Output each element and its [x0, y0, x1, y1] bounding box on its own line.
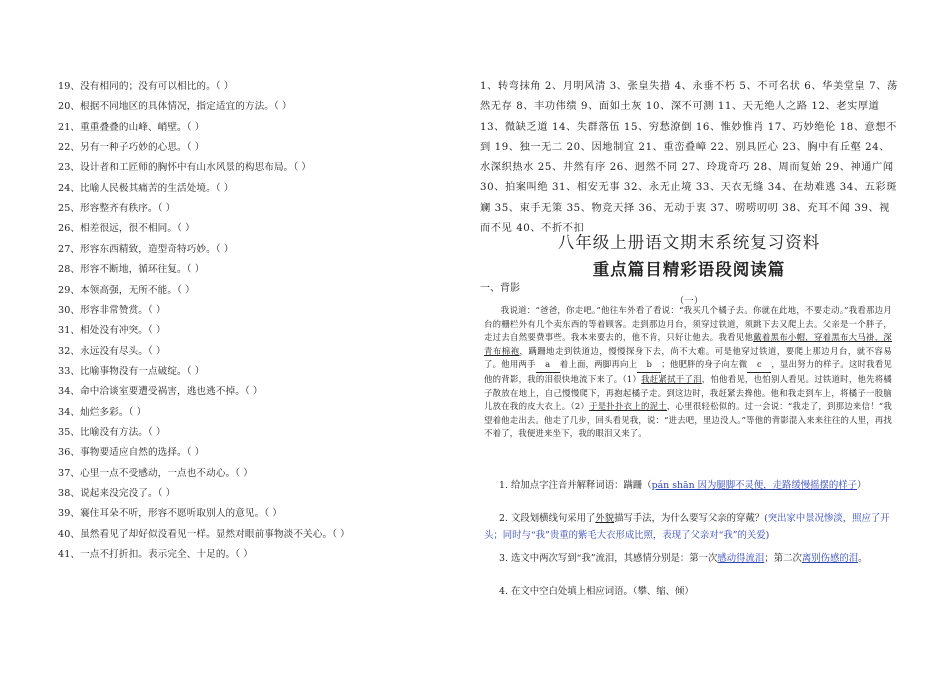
underlined-sentence-1: 我赶紧拭干了泪: [641, 373, 702, 384]
vocab-question: 34、命中洽谈室要遭受祸害，逃也逃不掉。（ ）: [58, 386, 263, 398]
answer-2: (突出家中景况惨淡，照应了开头；同时与“我”贵重的紫毛大衣形成比照，表现了父亲对“我”的关爱): [484, 513, 890, 541]
section-title: 重点篇目精彩语段阅读篇: [592, 260, 786, 279]
question-4: 4. 在文中空白处填上相应词语。（攀、缩、倾）: [499, 586, 694, 597]
question-3: 3. 选文中两次写到“我”流泪，其感情分别是：第一次感动得流泪；第二次离别伤感的泪。: [499, 553, 868, 564]
vocab-question: 32、永远没有尽头。（ ）: [58, 345, 166, 357]
passage-number: （一）: [674, 296, 704, 307]
document-title: 八年级上册语文期末系统复习资料: [557, 233, 821, 252]
idiom-answer-list: 1、转弯抹角 2、月明风清 3、张皇失措 4、永垂不朽 5、不可名状 6、华美堂皇 7、荡然无存 8、丰功伟绩 9、面如土灰 10、深不可测 11、天无绝人之路 12、老实厚道 13、微缺乏道 14、失群落伍 15、穷愁潦倒 16、惟妙惟肖 17、巧妙绝伦 18、意想不到 19、独一无二 20、因地制宜 21、重峦叠嶂 22、别具匠心 23、胸中有丘壑 24、水深织热水 25、井然有序 26、迥然不同 27、玲珑奇巧 28、周而复始 29、神通广闻 30、拍案叫绝 31、相安无事 32、永无止境 33、天衣无缝 34、在劫难逃 34、五彩斑斓 35、束手无策 35、物竞天择 36、无动于衷 37、唠唠叨叨 38、充耳不闻 39、视而不见 40、不折不扣: [480, 81, 898, 235]
underlined-sentence-clothing: 戴着黑布小帽，穿着黑布大马褂，深青布棉袍: [484, 332, 892, 356]
vocab-question: 41、一点不打折扣。表示完全、十足的。（ ）: [58, 549, 253, 561]
reading-passage: 我说道：“爸爸，你走吧。”他往车外看了看说：“我买几个橘子去。你就在此地，不要走动。”我看那边月台的栅栏外有几个卖东西的等着顾客。走到那边月台，须穿过铁道，须跳下去又爬上去。父亲是一个胖子，走过去自然要费事些。我本来要去的，他不肯，只好让他去。我看见他戴着黑布小帽，穿着黑布大马褂，深青布棉袍，蹒跚地走到铁道边，慢慢探身下去，尚不大难。可是他穿过铁道，要爬上那边月台，就不容易了。他用两手 a 着上面，两脚再向上 b ；他肥胖的身子向左微 c ，显出努力的样子。这时我看见他的背影，我的泪很快地流下来了。（1）我赶紧拭干了泪，怕他看见，也怕别人看见。过铁道时，他先将橘子散放在地上，自己慢慢爬下，再抱起橘子走。到这边时，我赶紧去搀他。他和我走到车上，将橘子一股脑儿放在我的皮大衣上。（2）于是扑扑衣上的泥土，心里很轻松似的。过一会说：“我走了，到那边来信！”我望着他走出去。他走了几步，回头看见我，说：“进去吧，里边没人。”等他的背影混入来来往往的人里，再找不着了，我便进来坐下，我的眼泪又来了。: [484, 305, 893, 439]
answer-3-second: 离别伤感的泪: [801, 553, 859, 564]
question-2: 2. 文段划横线句采用了外貌描写手法，为什么要写父亲的穿戴？(突出家中景况惨淡，照应了开头；同时与“我”贵重的紫毛大衣形成比照，表现了父亲对“我”的关爱): [484, 513, 890, 541]
underlined-sentence-2: 于是扑扑衣上的泥土: [589, 401, 667, 412]
vocab-question: 24、比喻人民极其痛苦的生活处境。（ ）: [58, 182, 234, 194]
vocab-question: 19、没有相同的；没有可以相比的。（ ）: [58, 81, 234, 92]
vocab-question: 27、形容东西精致，造型奇特巧妙。（ ）: [58, 243, 234, 255]
answer-1: pán shān 因为腿脚不灵便，走路缓慢摇摆的样子: [651, 480, 858, 491]
lesson-heading: 一、背影: [480, 283, 520, 294]
vocab-question: 37、心里一点不受感动，一点也不动心。（ ）: [58, 467, 253, 479]
vocab-question: 35、比喻没有方法。（ ）: [58, 426, 166, 438]
vocab-question: 25、形容整齐有秩序。（ ）: [58, 203, 176, 215]
vocab-question: 28、形容不断地，循环往复。（ ）: [58, 264, 205, 276]
vocab-question: 22、另有一种子巧妙的心思。（ ）: [58, 142, 205, 154]
vocab-question: 33、比喻事物没有一点破绽。（ ）: [58, 365, 205, 377]
vocab-question: 36、事物要适应自然的选择。（ ）: [58, 447, 205, 459]
vocab-question: 38、说起来没完没了。（ ）: [58, 488, 176, 499]
vocab-question: 39、褰住耳朵不听，形容不愿听取别人的意见。（ ）: [58, 508, 283, 520]
vocab-question: 31、相处没有冲突。（ ）: [58, 325, 166, 337]
vocab-question: 20、根据不同地区的具体情况，指定适宜的方法。（ ）: [58, 101, 292, 113]
vocab-question: 30、形容非常赞赏。（ ）: [58, 304, 166, 316]
vocab-question: 34、灿烂多彩。（ ）: [58, 406, 147, 418]
vocab-question: 40、虽然看见了却好似没看见一样。显然对眼前事物淡不关心。（ ）: [58, 528, 350, 540]
question-1: 1. 给加点字注音并解释词语：蹒跚（pán shān 因为腿脚不灵便，走路缓慢摇摆的样子）: [499, 480, 867, 491]
answer-2-blank: 外貌: [595, 513, 615, 524]
blank-b: b: [637, 358, 661, 373]
vocab-question: 29、本领高强，无所不能。（ ）: [58, 284, 195, 296]
vocab-question: 23、设计者和工匠师的胸怀中有山水风景的构思布局。（ ）: [58, 162, 312, 174]
vocab-question: 26、相差很远，很不相同。（ ）: [58, 223, 195, 235]
answer-3-first: 感动得流泪: [717, 553, 765, 564]
blank-a: a: [536, 358, 560, 373]
vocab-question: 21、重重叠叠的山峰、峭壁。（ ）: [58, 121, 205, 133]
blank-c: c: [747, 358, 771, 373]
